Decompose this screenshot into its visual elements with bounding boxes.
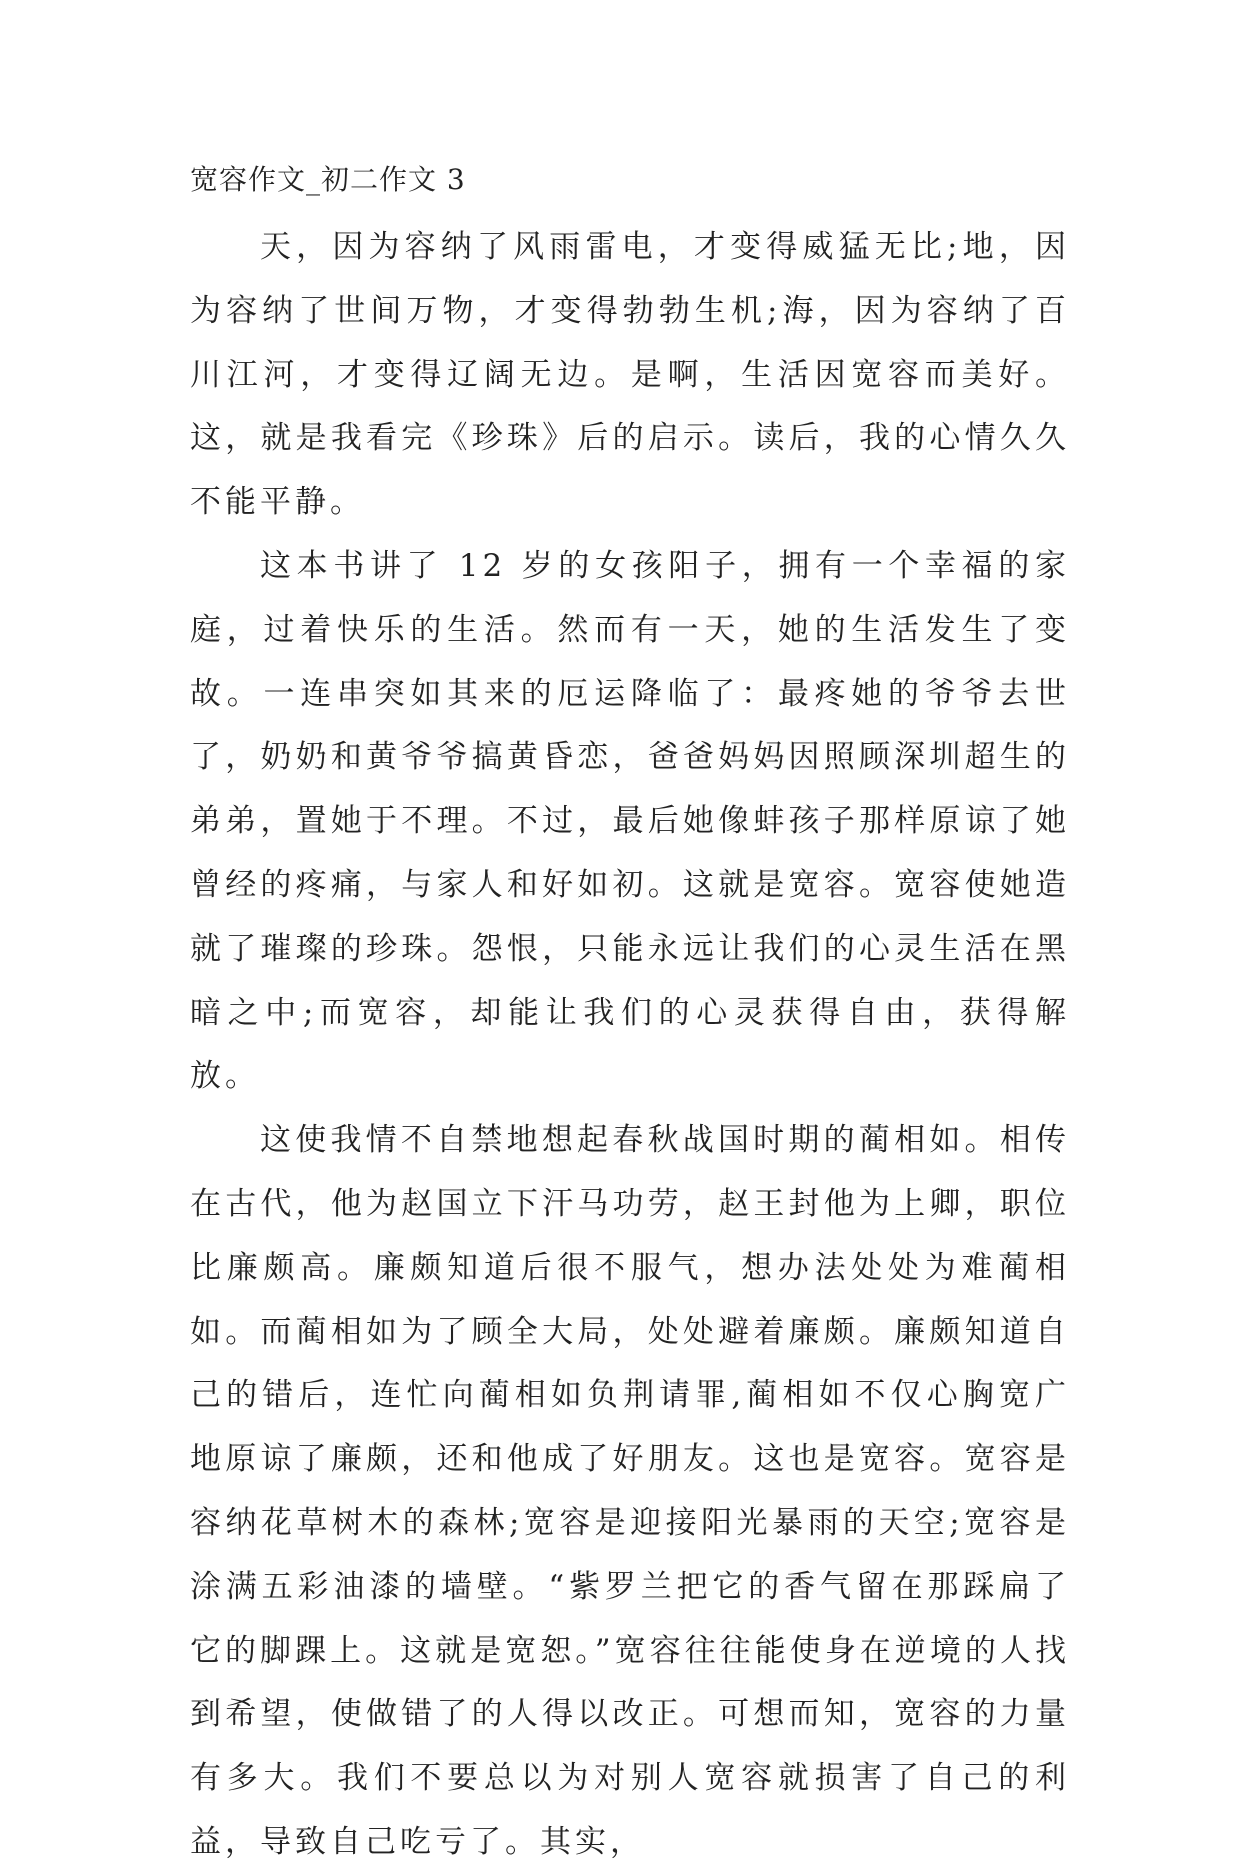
- paragraph-2: 这本书讲了 12 岁的女孩阳子，拥有一个幸福的家庭，过着快乐的生活。然而有一天，她的生活发生了变故。一连串突如其来的厄运降临了：最疼她的爷爷去世了，奶奶和黄爷爷搞黄昏恋，爸爸妈妈因照顾深圳超生的弟弟，置她于不理。不过，最后她像蚌孩子那样原谅了她曾经的疼痛，与家人和好如初。这就是宽容。宽容使她造就了璀璨的珍珠。怨恨，只能永远让我们的心灵生活在黑暗之中;而宽容，却能让我们的心灵获得自由，获得解放。: [190, 547, 1070, 1095]
- paragraph-1: 天，因为容纳了风雨雷电，才变得威猛无比;地，因为容纳了世间万物，才变得勃勃生机;海，因为容纳了百川江河，才变得辽阔无边。是啊，生活因宽容而美好。这，就是我看完《珍珠》后的启示。读后，我的心情久久不能平静。: [190, 229, 1070, 521]
- document-title: 宽容作文_初二作文 3: [190, 163, 466, 196]
- paragraph-3: 这使我情不自禁地想起春秋战国时期的蔺相如。相传在古代，他为赵国立下汗马功劳，赵王封他为上卿，职位比廉颇高。廉颇知道后很不服气，想办法处处为难蔺相如。而蔺相如为了顾全大局，处处避着廉颇。廉颇知道自己的错后，连忙向蔺相如负荆请罪,蔺相如不仅心胸宽广地原谅了廉颇，还和他成了好朋友。这也是宽容。宽容是容纳花草树木的森林;宽容是迎接阳光暴雨的天空;宽容是涂满五彩油漆的墙壁。“紫罗兰把它的香气留在那踩扁了它的脚踝上。这就是宽恕。”宽容往往能使身在逆境的人找到希望，使做错了的人得以改正。可想而知，宽容的力量有多大。我们不要总以为对别人宽容就损害了自己的利益，导致自己吃亏了。其实，: [190, 1122, 1070, 1860]
- document-body: [190, 216, 1070, 1875]
